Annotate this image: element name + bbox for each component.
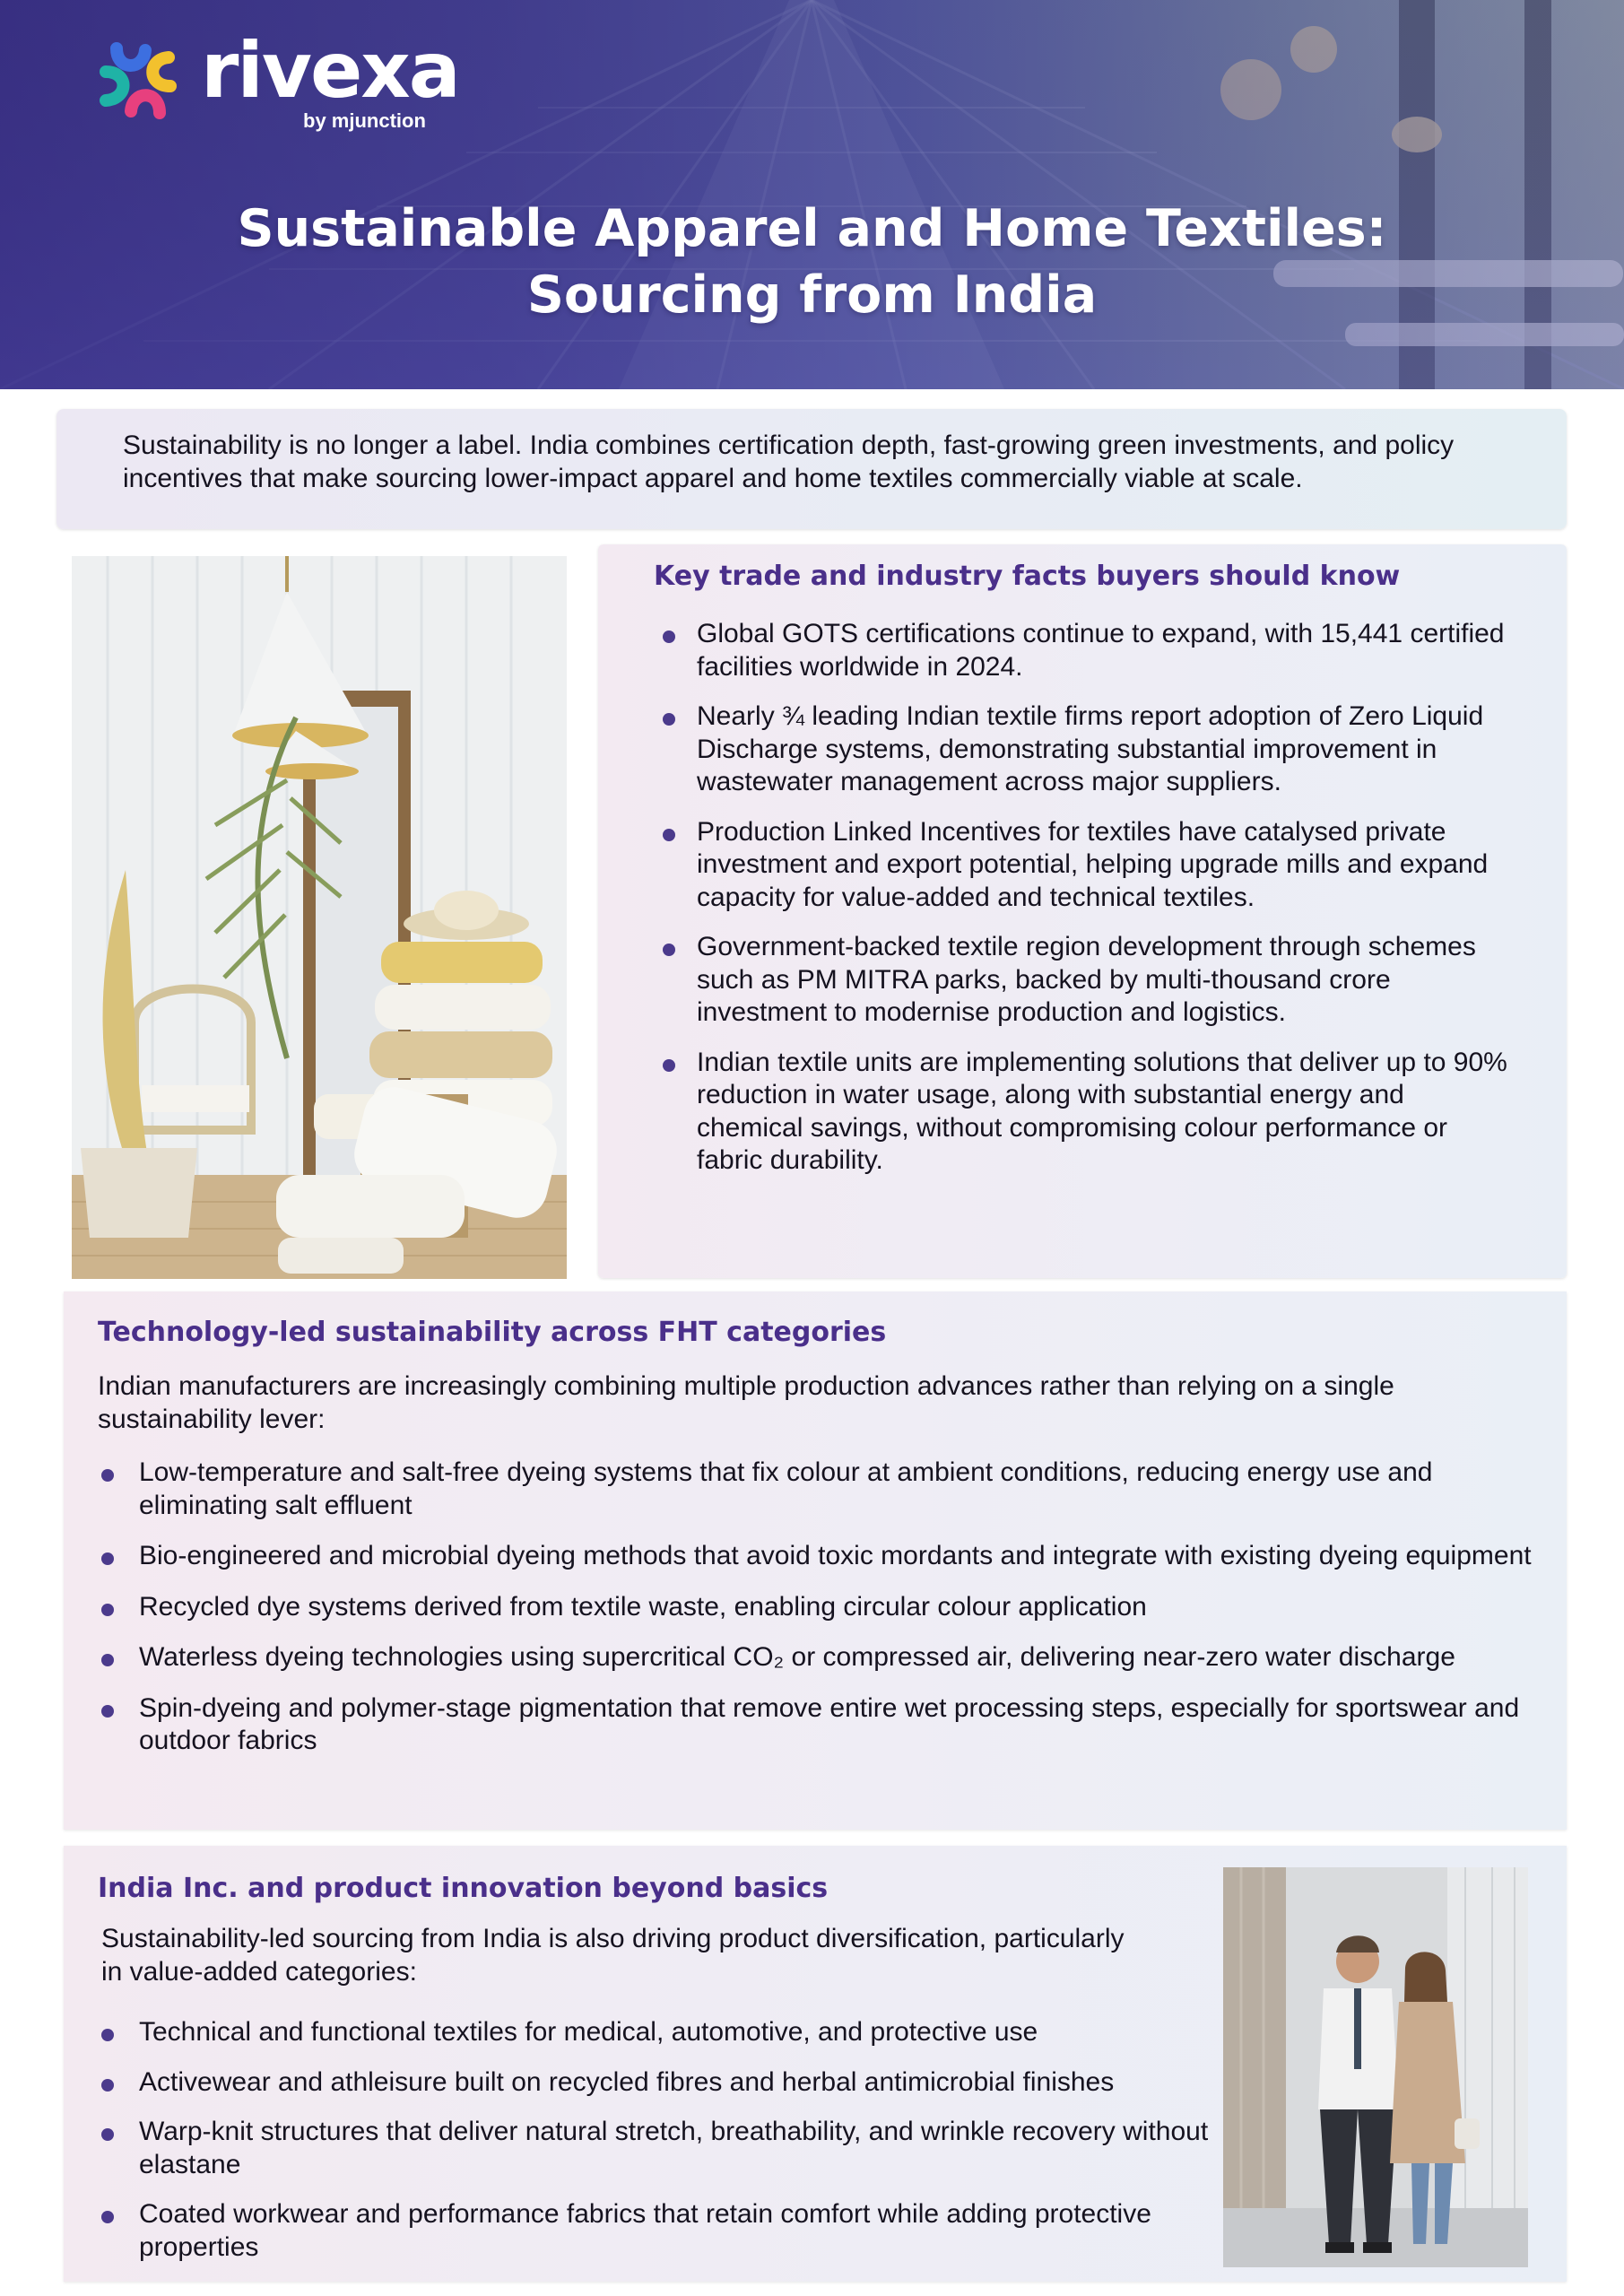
india-list (100, 2016, 1247, 2281)
brand-name: rivexa (201, 26, 459, 116)
intro-text: Sustainability is no longer a label. India combines certification depth, fast-growing green investments, and policy incentives that make sourcing lower-impact apparel and home textiles commercially viable at scale. (123, 430, 1455, 493)
rivexa-logo-mark-icon (90, 30, 188, 129)
fashion-couple-photo (1223, 1867, 1528, 2267)
list-item: Waterless dyeing technologies using supercritical CO₂ or compressed air, delivering near-zero water discharge (100, 1641, 1561, 1674)
key-facts-panel (598, 544, 1567, 1278)
list-item: Coated workwear and performance fabrics that retain comfort while adding protective properties (100, 2198, 1247, 2264)
list-item: Global GOTS certifications continue to expand, with 15,441 certified facilities worldwide in 2024. (661, 618, 1513, 683)
title-line-2: Sourcing from India (526, 265, 1098, 325)
list-item: Production Linked Incentives for textiles have catalysed private investment and export potential, helping upgrade mills and expand capacity for value-added and technical textiles. (661, 816, 1513, 915)
title-line-1: Sustainable Apparel and Home Textiles: (237, 199, 1387, 258)
technology-panel (64, 1292, 1567, 1830)
technology-list (100, 1457, 1561, 1776)
key-facts-heading: Key trade and industry facts buyers should know (654, 561, 1401, 592)
india-heading: India Inc. and product innovation beyond basics (98, 1873, 829, 1904)
technology-heading: Technology-led sustainability across FHT categories (98, 1317, 887, 1348)
list-item: Bio-engineered and microbial dyeing methods that avoid toxic mordants and integrate with existing dyeing equipment (100, 1540, 1561, 1573)
list-item: Activewear and athleisure built on recycled fibres and herbal antimicrobial finishes (100, 2066, 1247, 2100)
key-facts-list (661, 618, 1513, 1195)
technology-lead: Indian manufacturers are increasingly combining multiple production advances rather than relying on a single sustainability lever: (98, 1371, 1394, 1434)
home-textiles-photo (72, 556, 567, 1279)
hero-banner (0, 0, 1624, 389)
page-title (0, 196, 1624, 328)
list-item: Nearly ¾ leading Indian textile firms report adoption of Zero Liquid Discharge systems, demonstrating substantial improvement in wastewater management across major suppliers. (661, 700, 1513, 799)
brand-tagline: by mjunction (303, 109, 426, 132)
list-item: Spin-dyeing and polymer-stage pigmentation that remove entire wet processing steps, especially for sportswear and outdoor fabrics (100, 1692, 1561, 1758)
list-item: Recycled dye systems derived from textile waste, enabling circular colour application (100, 1591, 1561, 1624)
list-item: Technical and functional textiles for medical, automotive, and protective use (100, 2016, 1247, 2049)
list-item: Indian textile units are implementing solutions that deliver up to 90% reduction in water usage, along with substantial energy and chemical savings, without compromising colour performance or fabric durability. (661, 1047, 1513, 1178)
list-item: Government-backed textile region development through schemes such as PM MITRA parks, backed by multi-thousand crore investment to modernise production and logistics. (661, 931, 1513, 1030)
india-lead: Sustainability-led sourcing from India is also driving product diversification, particularly in value-added categories: (101, 1924, 1125, 1987)
intro-box (56, 409, 1567, 529)
brand-logo (90, 26, 459, 138)
list-item: Low-temperature and salt-free dyeing systems that fix colour at ambient conditions, reducing energy use and eliminating salt effluent (100, 1457, 1561, 1522)
list-item: Warp-knit structures that deliver natural stretch, breathability, and wrinkle recovery without elastane (100, 2116, 1247, 2181)
